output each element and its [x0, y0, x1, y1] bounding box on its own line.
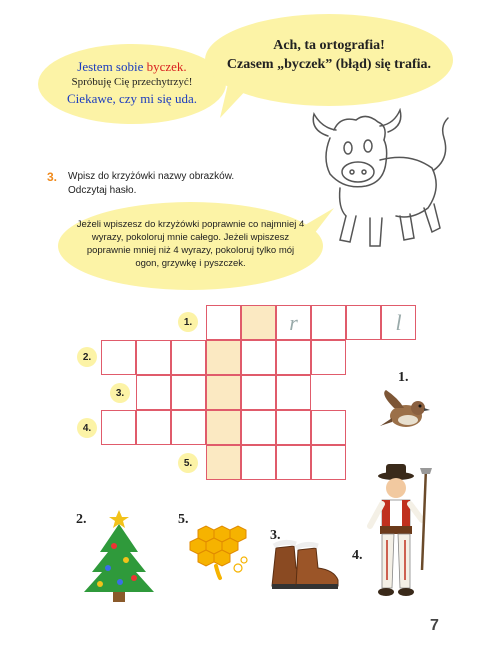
crossword-password-cell[interactable] — [206, 445, 241, 480]
crossword-cell[interactable] — [241, 410, 276, 445]
bubble-left-text-3: Ciekawe, czy mi się uda. — [67, 91, 197, 106]
crossword-cell[interactable] — [311, 445, 346, 480]
crossword-cell[interactable] — [101, 410, 136, 445]
honeycomb-label: 5. — [178, 512, 189, 527]
crossword-cell[interactable] — [276, 410, 311, 445]
crossword-password-cell[interactable] — [206, 375, 241, 410]
crossword-cell[interactable] — [276, 340, 311, 375]
crossword-cell[interactable] — [311, 410, 346, 445]
crossword-password-cell[interactable] — [206, 340, 241, 375]
crossword-row-label: 4. — [77, 418, 97, 438]
crossword-cell[interactable] — [241, 375, 276, 410]
boots-label: 3. — [270, 528, 281, 543]
bubble-left-text-1b: byczek. — [146, 59, 187, 74]
sparrow-icon — [376, 388, 436, 436]
crossword-cell[interactable] — [276, 445, 311, 480]
crossword-row-label: 1. — [178, 312, 198, 332]
crossword-cell[interactable] — [136, 340, 171, 375]
page-number: 7 — [430, 617, 439, 634]
condition-text: Jeżeli wpiszesz do krzyżówki poprawnie co najmniej 4 wyrazy, pokoloruj mnie całego. Jeżeli wpiszesz poprawnie mniej niż 4 wyrazy, pokoloruj tylko mój ogon, grzywkę i pyszczek. — [76, 219, 305, 269]
crossword-cell[interactable] — [171, 410, 206, 445]
task-instruction-line-1: Wpisz do krzyżówki nazwy obrazków. — [68, 171, 235, 182]
crossword-cell[interactable] — [276, 305, 311, 340]
sparrow-label: 1. — [398, 370, 409, 385]
crossword-cell[interactable] — [241, 445, 276, 480]
bull-speech-bubble — [38, 44, 226, 124]
crossword-password-cell[interactable] — [206, 410, 241, 445]
crossword-cell[interactable] — [171, 375, 206, 410]
crossword-cell[interactable] — [241, 340, 276, 375]
tree-label: 2. — [76, 512, 87, 527]
crossword-cell[interactable] — [171, 340, 206, 375]
highlander-label: 4. — [352, 548, 363, 563]
bubble-right-tail — [220, 84, 260, 120]
crossword-cell[interactable] — [101, 340, 136, 375]
crossword-cell[interactable] — [346, 305, 381, 340]
crossword-cell[interactable] — [136, 375, 171, 410]
crossword-row-label: 3. — [110, 383, 130, 403]
prefilled-letter: r — [289, 309, 298, 335]
bubble-left-text-2: Spróbuję Cię przechytrzyć! — [71, 76, 193, 88]
crossword-cell[interactable] — [381, 305, 416, 340]
prefilled-letter: l — [395, 309, 402, 335]
crossword-cell[interactable] — [136, 410, 171, 445]
crossword-row-label: 5. — [178, 453, 198, 473]
task-instruction-line-2: Odczytaj hasło. — [68, 185, 137, 196]
crossword-password-cell[interactable] — [241, 305, 276, 340]
bubble-right-text-2: Czasem „byczek” (błąd) się trafia. — [226, 57, 432, 72]
task-number: 3. — [47, 170, 58, 184]
highlander-icon — [360, 460, 442, 606]
bubble-right-text-1: Ach, ta ortografia! — [273, 38, 385, 53]
crossword-cell[interactable] — [311, 305, 346, 340]
condition-speech-bubble — [58, 202, 323, 290]
boots-icon — [266, 538, 346, 594]
crossword-cell[interactable] — [311, 340, 346, 375]
christmas-tree-icon — [78, 508, 160, 604]
bubble-left-text-1a: Jestem sobie — [77, 59, 144, 74]
honeycomb-icon — [184, 516, 254, 582]
task-instruction — [68, 170, 234, 198]
bubble-mid-tail — [300, 206, 336, 236]
crossword-row-label: 2. — [77, 347, 97, 367]
crossword-cell[interactable] — [206, 305, 241, 340]
crossword-cell[interactable] — [276, 375, 311, 410]
